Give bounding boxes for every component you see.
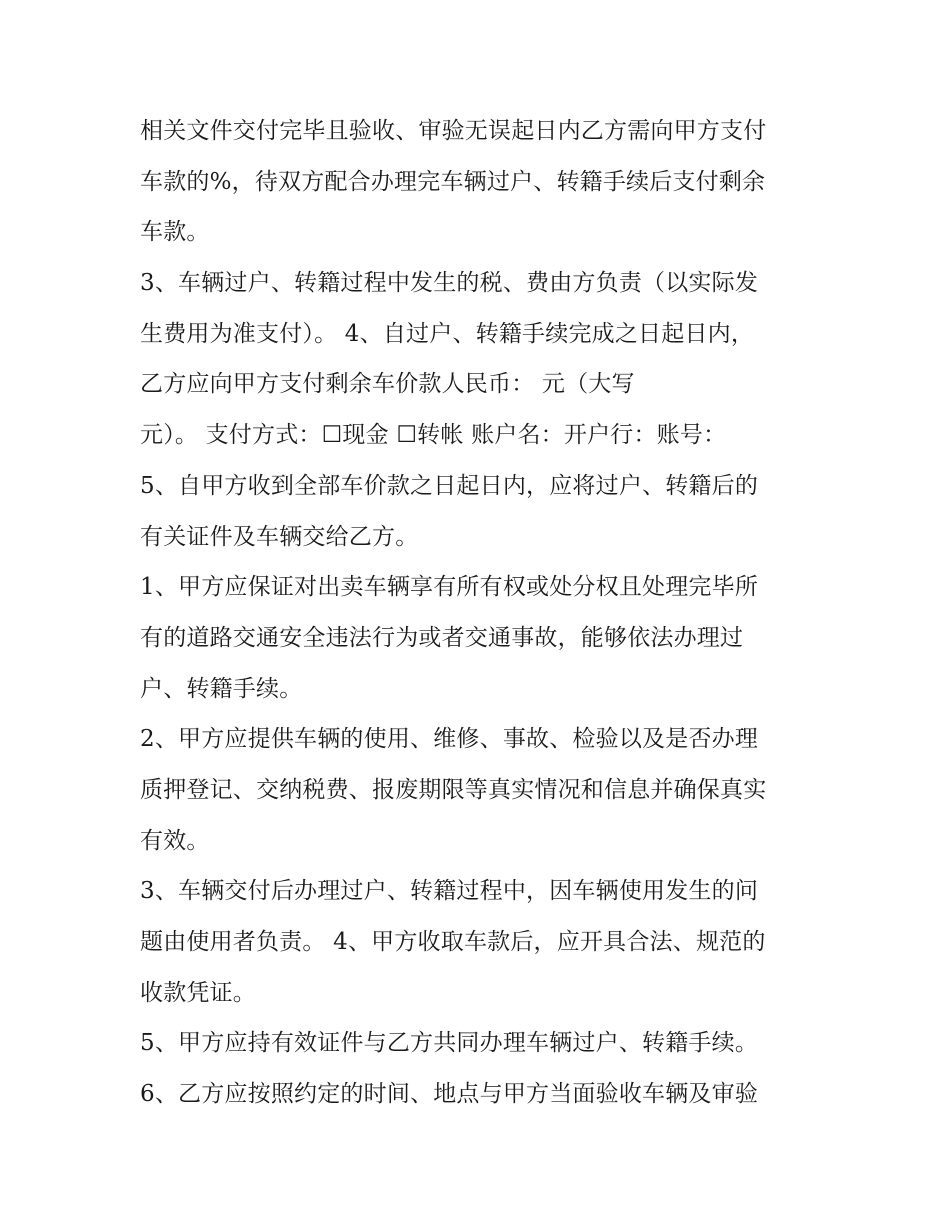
text-line-1: 相关文件交付完毕且验收、审验无误起日内乙方需向甲方支付 [140,118,767,144]
text-line-5: 生费用为准支付）。 4、自过户、转籍手续完成之日起日内， [140,320,755,347]
text-line-8: 5、自甲方收到全部车价款之日起日内，应将过户、转籍后的 [140,472,759,499]
text-line-20: 6、乙方应按照约定的时间、地点与甲方当面验收车辆及审验 [140,1081,759,1108]
text-line-10: 1、甲方应保证对出卖车辆享有所有权或处分权且处理完毕所 [140,574,759,601]
text-line-13: 2、甲方应提供车辆的使用、维修、事故、检验以及是否办理 [140,726,759,753]
text-line-3: 车款。 [140,219,210,246]
text-line-15: 有效。 [140,827,210,854]
text-line-14: 质押登记、交纳税费、报废期限等真实情况和信息并确保真实 [140,776,767,803]
text-line-11: 有的道路交通安全违法行为或者交通事故，能够依法办理过 [140,624,744,651]
text-line-17: 题由使用者负责。 4、甲方收取车款后，应开具合法、规范的 [140,929,766,955]
text-line-16: 3、车辆交付后办理过户、转籍过程中，因车辆使用发生的问 [140,878,759,905]
text-line-9: 有关证件及车辆交给乙方。 [140,523,419,550]
text-line-12: 户、转籍手续。 [140,675,303,702]
text-line-4: 3、车辆过户、转籍过程中发生的税、费由方负责（以实际发 [140,270,759,297]
text-line-7: 元）。 支付方式：☐现金 ☐转帐 账户名：开户行：账号： [140,422,727,449]
text-line-6: 乙方应向甲方支付剩余车价款人民币： 元（大写 [140,371,635,398]
text-line-19: 5、甲方应持有效证件与乙方共同办理车辆过户、转籍手续。 [140,1030,759,1057]
text-line-2: 车款的%，待双方配合办理完车辆过户、转籍手续后支付剩余 [140,168,766,195]
contract-text [140,106,830,1120]
text-line-18: 收款凭证。 [140,979,256,1006]
